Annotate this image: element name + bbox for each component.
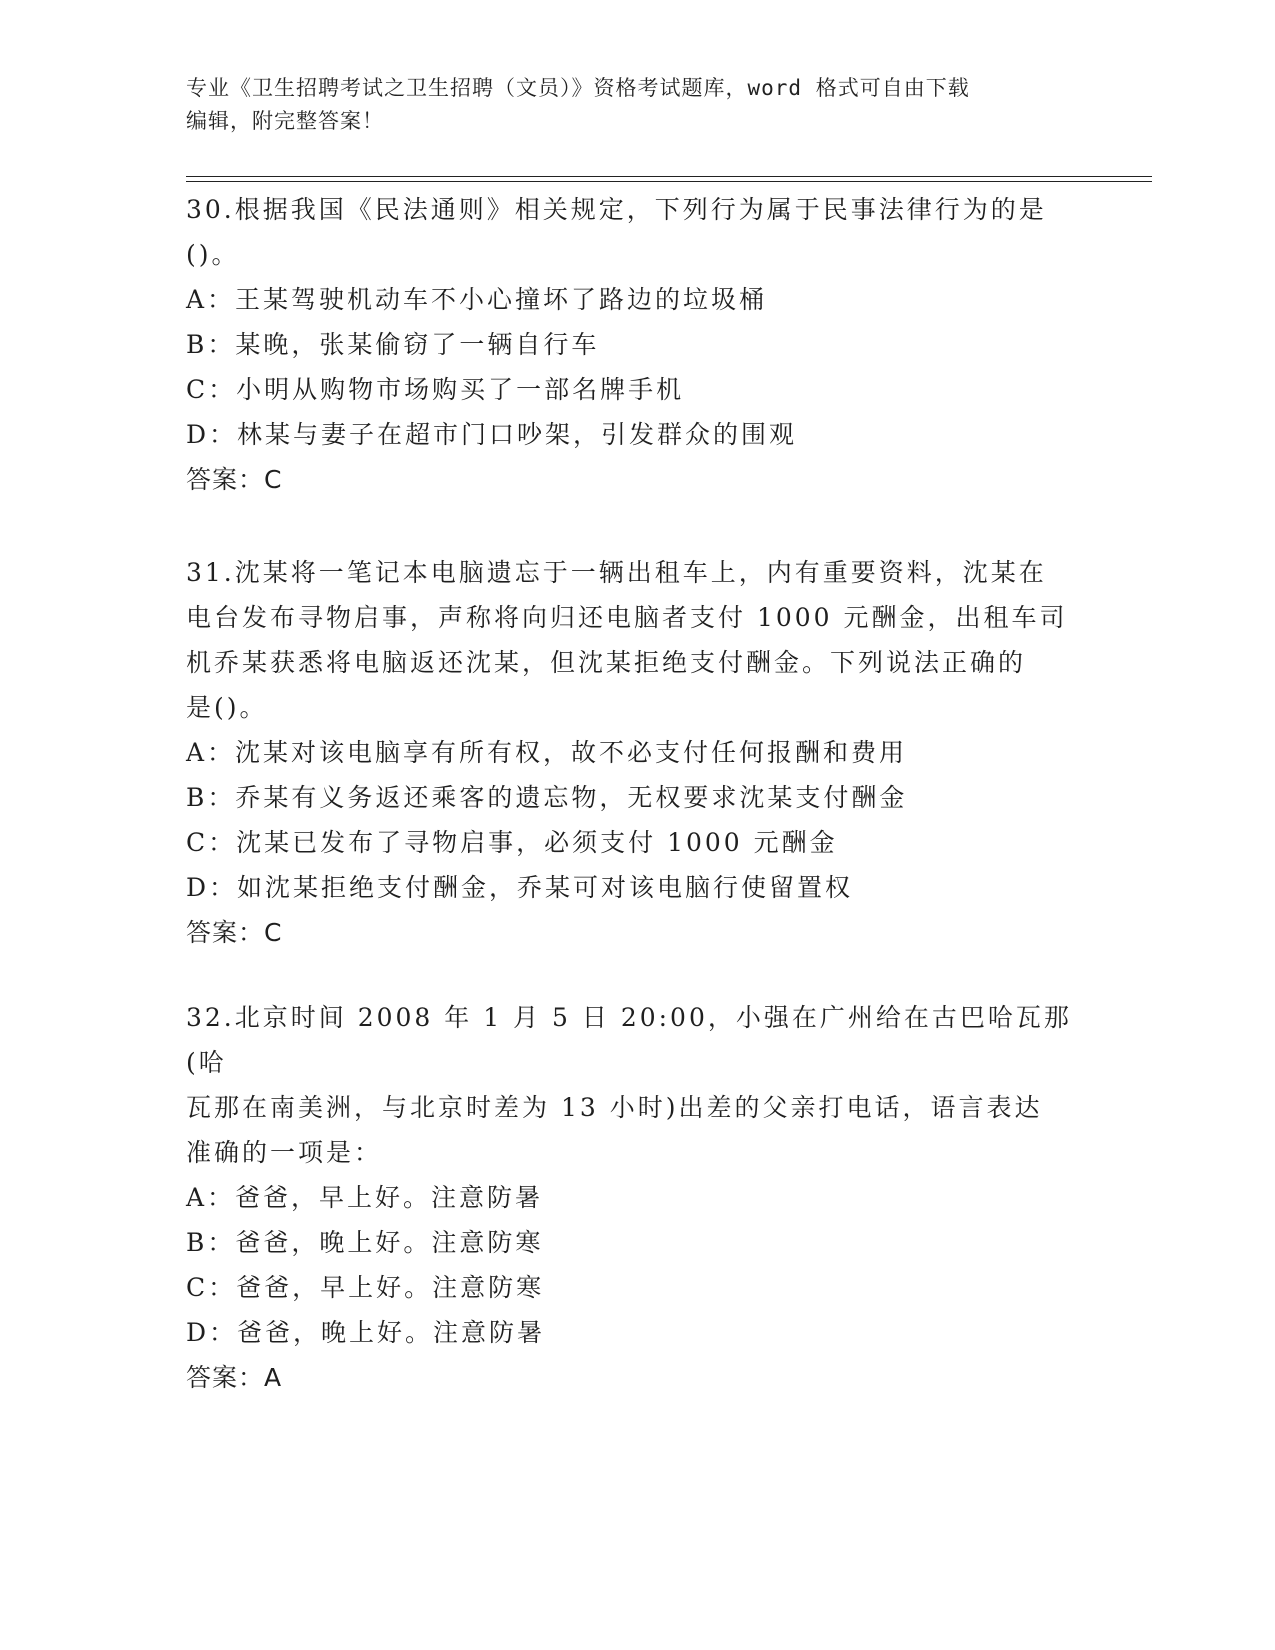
- option-c: C：小明从购物市场购买了一部名牌手机: [186, 375, 685, 404]
- question-30: [186, 187, 1076, 503]
- header-line-1: 专业《卫生招聘考试之卫生招聘（文员）》资格考试题库，word 格式可自由下载: [186, 76, 970, 100]
- question-stem-line: ()。: [186, 240, 240, 269]
- option-b: B：乔某有义务返还乘客的遗忘物，无权要求沈某支付酬金: [186, 783, 908, 812]
- question-32: [186, 995, 1076, 1401]
- question-stem-line: 电台发布寻物启事，声称将向归还电脑者支付 1000 元酬金，出租车司: [186, 603, 1068, 632]
- document-header: [186, 72, 1066, 138]
- header-divider-bottom: [186, 181, 1152, 182]
- option-a: A：沈某对该电脑享有所有权，故不必支付任何报酬和费用: [186, 738, 908, 767]
- question-stem-line: 32.北京时间 2008 年 1 月 5 日 20:00，小强在广州给在古巴哈瓦那(哈: [186, 1003, 1072, 1077]
- header-line-2: 编辑，附完整答案！: [186, 109, 384, 133]
- answer: 答案：A: [186, 1363, 283, 1392]
- question-stem-line: 30.根据我国《民法通则》相关规定，下列行为属于民事法律行为的是: [186, 195, 1047, 224]
- option-d: D：如沈某拒绝支付酬金，乔某可对该电脑行使留置权: [186, 873, 854, 902]
- option-d: D：爸爸，晚上好。注意防暑: [186, 1318, 546, 1347]
- answer: 答案：C: [186, 465, 283, 494]
- question-stem-line: 机乔某获悉将电脑返还沈某，但沈某拒绝支付酬金。下列说法正确的: [186, 648, 1027, 677]
- option-d: D：林某与妻子在超市门口吵架，引发群众的围观: [186, 420, 798, 449]
- option-c: C：沈某已发布了寻物启事，必须支付 1000 元酬金: [186, 828, 838, 857]
- question-31: [186, 550, 1076, 956]
- option-a: A：王某驾驶机动车不小心撞坏了路边的垃圾桶: [186, 285, 768, 314]
- option-c: C：爸爸，早上好。注意防寒: [186, 1273, 545, 1302]
- header-divider-top: [186, 176, 1152, 177]
- question-stem-line: 31.沈某将一笔记本电脑遗忘于一辆出租车上，内有重要资料，沈某在: [186, 558, 1047, 587]
- question-stem-line: 准确的一项是：: [186, 1138, 383, 1167]
- option-a: A：爸爸，早上好。注意防暑: [186, 1183, 544, 1212]
- answer: 答案：C: [186, 918, 283, 947]
- question-stem-line: 是()。: [186, 693, 268, 722]
- question-stem-line: 瓦那在南美洲，与北京时差为 13 小时)出差的父亲打电话，语言表达: [186, 1093, 1043, 1122]
- option-b: B：爸爸，晚上好。注意防寒: [186, 1228, 544, 1257]
- option-b: B：某晚，张某偷窃了一辆自行车: [186, 330, 600, 359]
